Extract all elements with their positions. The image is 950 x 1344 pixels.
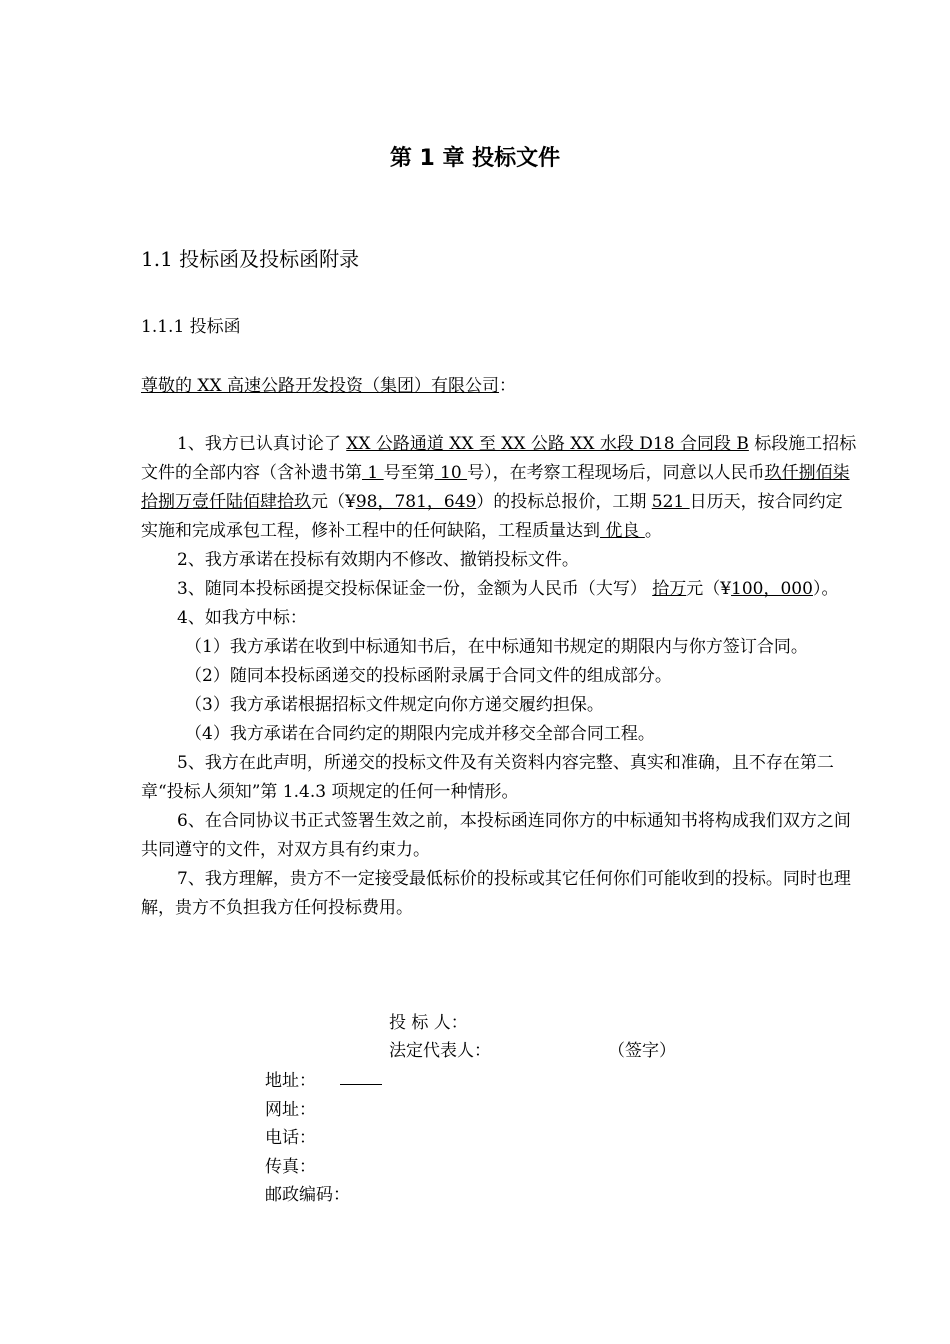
phone-label: 电话： — [265, 1128, 316, 1148]
legal-rep-label: 法定代表人： — [389, 1041, 491, 1061]
item-7: 7、我方理解，贵方不一定接受最低标价的投标或其它任何你们可能收到的投标。同时也理解，贵方不负担我方任何投标费用。 — [141, 869, 851, 918]
salutation — [141, 372, 857, 401]
item-4-sub-3: （3）我方承诺根据招标文件规定向你方递交履约担保。 — [185, 695, 604, 715]
item-5: 5、我方在此声明，所递交的投标文件及有关资料内容完整、真实和准确，且不存在第二章“投标人须知”第 1.4.3 项规定的任何一种情形。 — [141, 753, 834, 802]
item-1-text: 号），在考察工程现场后，同意以人民币 — [467, 463, 765, 483]
address-row — [265, 1066, 382, 1091]
bidder-label: 投 标 人： — [389, 1013, 468, 1033]
duration-days: 521 — [651, 492, 690, 512]
address-blank-line — [340, 1070, 382, 1085]
item-4-sub-4: （4）我方承诺在合同约定的期限内完成并移交全部合同工程。 — [185, 724, 655, 744]
item-1-text: 日历天，按合同约定实施和完成承包工程，修补工程中的任何缺陷，工程质量达到 — [141, 492, 843, 541]
quality-grade: 优良 — [600, 521, 645, 541]
item-1 — [141, 430, 857, 546]
item-1-text: 号至第 — [383, 463, 435, 483]
chapter-title: 第 1 章 投标文件 — [389, 146, 561, 171]
item-2: 2、我方承诺在投标有效期内不修改、撤销投标文件。 — [177, 550, 579, 570]
fax-label: 传真： — [265, 1157, 316, 1177]
item-1-text: 1、我方已认真讨论了 — [177, 434, 347, 454]
item-1-text: ）的投标总报价，工期 — [476, 492, 652, 512]
item-3-text: 元（¥ — [686, 579, 732, 599]
item-6: 6、在合同协议书正式签署生效之前，本投标函连同你方的中标通知书将构成我们双方之间共同遵守的文件，对双方具有约束力。 — [141, 811, 851, 860]
recipient-name: 尊敬的 XX 高速公路开发投资（集团）有限公司 — [141, 376, 500, 396]
item-4-sub-2: （2）随同本投标函递交的投标函附录属于合同文件的组成部分。 — [185, 666, 672, 686]
bond-amount-words: 拾万 — [652, 579, 687, 599]
bid-amount-words: 玖仟捌佰柒拾捌万壹仟陆佰肆拾玖 — [141, 463, 850, 512]
sign-note: （签字） — [608, 1041, 676, 1061]
postal-code-label: 邮政编码： — [265, 1185, 350, 1205]
item-4: 4、如我方中标： — [177, 608, 307, 628]
addendum-from: 1 — [362, 463, 384, 483]
item-4-sub-1: （1）我方承诺在收到中标通知书后，在中标通知书规定的期限内与你方签订合同。 — [185, 637, 808, 657]
salutation-colon: ： — [499, 376, 517, 396]
subsection-title: 1.1.1 投标函 — [141, 317, 241, 337]
bond-amount-figures: 100，000 — [731, 579, 813, 599]
item-1-text: 标段施工招标文件的全部内容（含补遗书第 — [141, 434, 857, 483]
item-1-text: 元（¥ — [311, 492, 356, 512]
website-label: 网址： — [265, 1100, 316, 1120]
item-3-text: 3、随同本投标函提交投标保证金一份，金额为人民币（大写） — [177, 579, 653, 599]
item-3 — [141, 575, 857, 604]
bid-amount-figures: 98，781，649 — [355, 492, 477, 512]
item-3-text: ）。 — [812, 579, 839, 599]
item-1-text: 。 — [644, 521, 662, 541]
address-label: 地址： — [265, 1071, 316, 1091]
addendum-to: 10 — [434, 463, 468, 483]
letter-body — [141, 430, 857, 923]
section-title: 1.1 投标函及投标函附录 — [141, 247, 360, 271]
project-name: XX 公路通道 XX 至 XX 公路 XX 水段 D18 合同段 B — [346, 434, 749, 454]
